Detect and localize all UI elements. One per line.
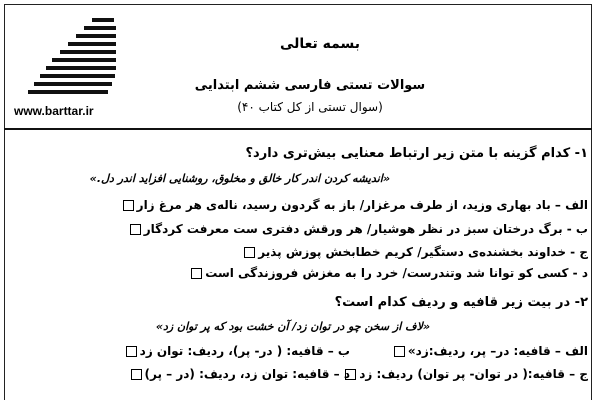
q2-option-c-label: ج – قافیه:( در توان- پر توان) ردیف: زد xyxy=(359,367,588,381)
q1-option-c[interactable] xyxy=(241,245,588,259)
page-title: سوالات تستی فارسی ششم ابتدایی xyxy=(194,78,426,93)
q2-option-c[interactable] xyxy=(342,367,588,381)
page-subtitle: (۴۰ سوال تستی از کل کتاب) xyxy=(237,100,383,114)
q1-option-b-checkbox[interactable] xyxy=(130,224,141,235)
q2-option-b-checkbox[interactable] xyxy=(126,346,137,357)
q2-option-b-label: ب – قافیه: ( در- پر)، ردیف: توان زد xyxy=(139,344,350,358)
q2-option-d-label: د – قافیه: توان زد، ردیف: (در – پر) xyxy=(144,367,350,381)
q2-option-a-checkbox[interactable] xyxy=(394,346,405,357)
q1-option-a-label: الف – باد بهاری وزید، از طرف مرغزار/ باز به گردون رسید، ناله‌ی هر مرغ زار xyxy=(136,198,588,212)
question-2-quote: «لاف از سخن چو در توان زد/ آن خشت بود که پر توان زد» xyxy=(155,320,430,333)
q1-option-c-label: ج - خداوند بخشنده‌ی دستگیر/ کریم خطابخش پوزش پذیر xyxy=(258,245,588,259)
q1-option-d-label: د - کسی کو توانا شد وتندرست/ خرد را به مغزش فروزندگی است xyxy=(205,266,588,280)
q1-option-b[interactable] xyxy=(127,222,588,236)
besmallah-heading: بسمه تعالی xyxy=(279,36,361,52)
q2-option-d[interactable] xyxy=(128,367,350,381)
q1-option-b-label: ب - برگ درختان سبز در نظر هوشیار/ هر ورقش دفتری ست معرفت کردگار xyxy=(143,222,588,236)
question-1-quote: «اندیشه کردن اندر کار خالق و مخلوق، روشنایی افزاید اندر دل.» xyxy=(89,172,390,185)
q1-option-c-checkbox[interactable] xyxy=(244,247,255,258)
logo-url: www.barttar.ir xyxy=(14,104,94,118)
question-1: ۱- کدام گزینه با متن زیر ارتباط معنایی بیش‌تری دارد؟ xyxy=(245,146,588,161)
question-2: ۲- در بیت زیر قافیه و ردیف کدام است؟ xyxy=(334,295,588,310)
header-divider xyxy=(4,128,592,130)
q1-option-d[interactable] xyxy=(188,266,588,280)
q2-option-b[interactable] xyxy=(123,344,350,358)
q2-option-d-checkbox[interactable] xyxy=(131,369,142,380)
q2-option-a[interactable] xyxy=(391,344,588,358)
q1-option-d-checkbox[interactable] xyxy=(191,268,202,279)
q2-option-a-label: الف – قافیه: در– پر، ردیف:زد» xyxy=(407,344,588,358)
q1-option-a[interactable] xyxy=(120,198,588,212)
q1-option-a-checkbox[interactable] xyxy=(123,200,134,211)
